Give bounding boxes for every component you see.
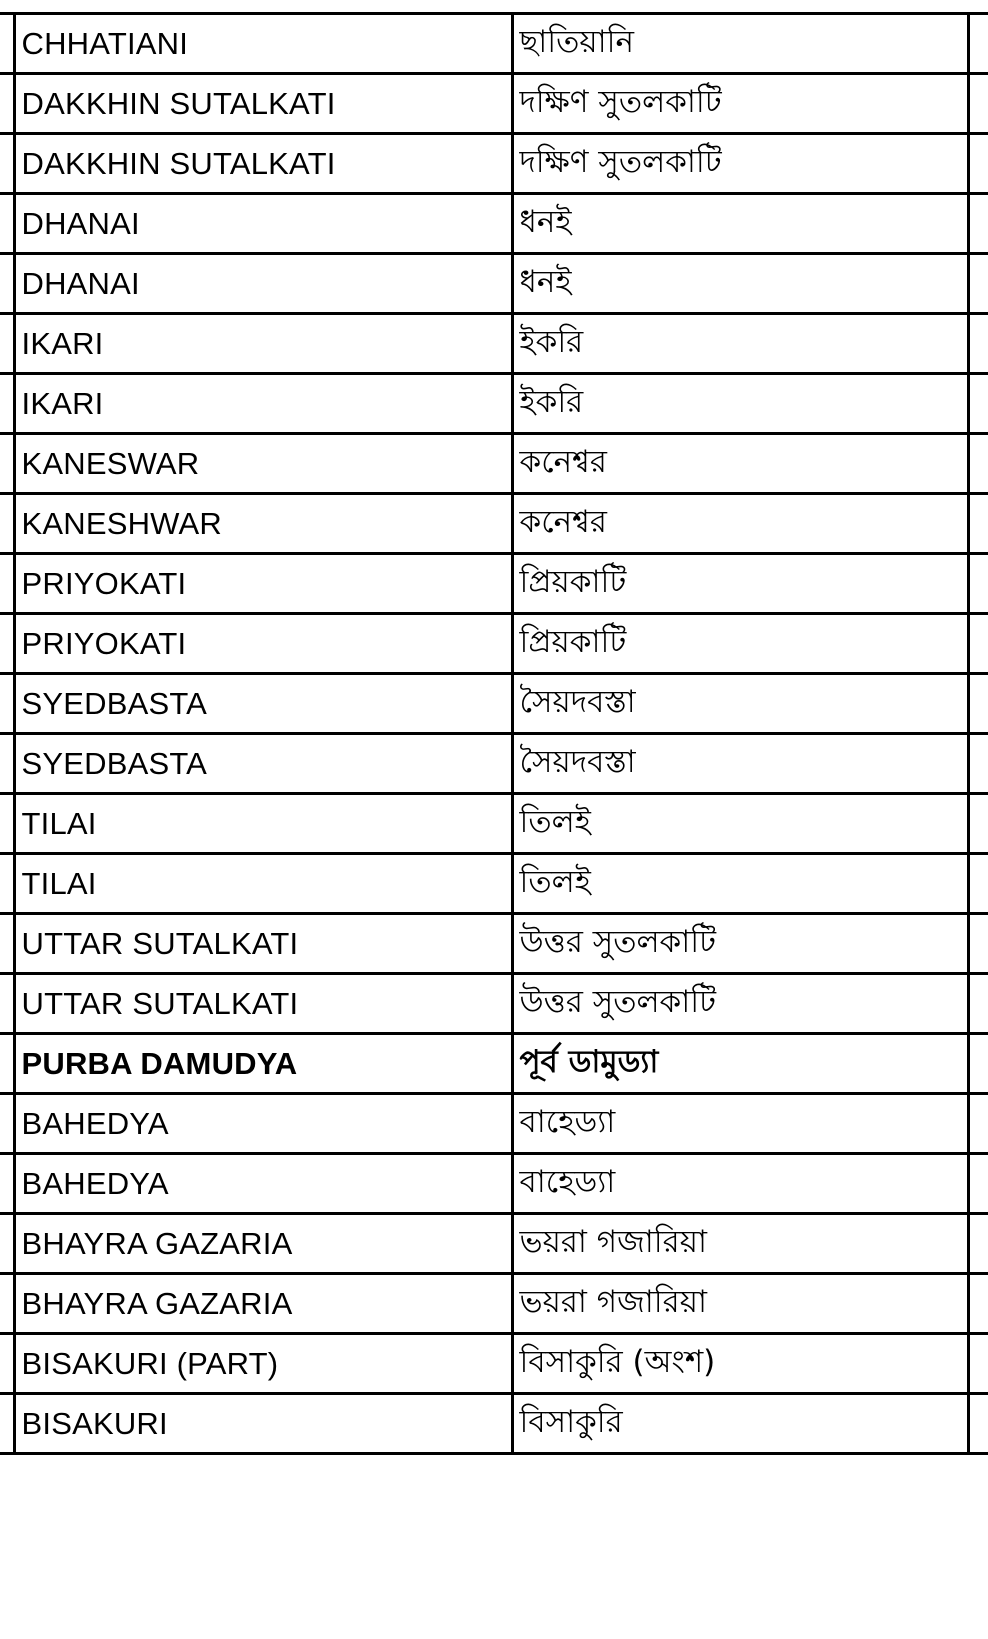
table-row <box>0 914 988 974</box>
table-row <box>0 734 988 794</box>
left-edge-cell <box>0 614 14 674</box>
table-body <box>0 14 988 1454</box>
bengali-name-cell: দক্ষিণ সুতলকাটি <box>512 74 968 134</box>
bengali-name-cell: বাহেড্যা <box>512 1154 968 1214</box>
right-edge-cell <box>968 494 988 554</box>
left-edge-cell <box>0 134 14 194</box>
english-name-cell: PRIYOKATI <box>14 554 512 614</box>
table-row <box>0 794 988 854</box>
right-edge-cell <box>968 914 988 974</box>
left-edge-cell <box>0 1274 14 1334</box>
bengali-name-cell: তিলই <box>512 854 968 914</box>
right-edge-cell <box>968 434 988 494</box>
right-edge-cell <box>968 674 988 734</box>
left-edge-cell <box>0 494 14 554</box>
table-row <box>0 434 988 494</box>
table-row <box>0 1274 988 1334</box>
table-row <box>0 614 988 674</box>
right-edge-cell <box>968 1154 988 1214</box>
left-edge-cell <box>0 734 14 794</box>
right-edge-cell <box>968 194 988 254</box>
bengali-name-cell: ভয়রা গজারিয়া <box>512 1214 968 1274</box>
left-edge-cell <box>0 374 14 434</box>
left-edge-cell <box>0 1154 14 1214</box>
left-edge-cell <box>0 14 14 74</box>
table-row-heading <box>0 1034 988 1094</box>
left-edge-cell <box>0 434 14 494</box>
right-edge-cell <box>968 74 988 134</box>
english-name-cell: BHAYRA GAZARIA <box>14 1214 512 1274</box>
left-edge-cell <box>0 1394 14 1454</box>
bengali-name-cell: তিলই <box>512 794 968 854</box>
right-edge-cell <box>968 1394 988 1454</box>
table-row <box>0 974 988 1034</box>
english-name-cell: IKARI <box>14 314 512 374</box>
bengali-name-cell: ছাতিয়ানি <box>512 14 968 74</box>
english-name-cell: BISAKURI <box>14 1394 512 1454</box>
english-name-cell: KANESHWAR <box>14 494 512 554</box>
left-edge-cell <box>0 1214 14 1274</box>
right-edge-cell <box>968 1274 988 1334</box>
english-name-cell: UTTAR SUTALKATI <box>14 974 512 1034</box>
left-edge-cell <box>0 554 14 614</box>
english-name-cell: DHANAI <box>14 194 512 254</box>
english-name-cell: BAHEDYA <box>14 1094 512 1154</box>
bengali-name-cell: ইকরি <box>512 374 968 434</box>
right-edge-cell <box>968 1094 988 1154</box>
bengali-name-cell: ধনই <box>512 194 968 254</box>
right-edge-cell <box>968 254 988 314</box>
right-edge-cell <box>968 974 988 1034</box>
right-edge-cell <box>968 734 988 794</box>
english-name-cell: BAHEDYA <box>14 1154 512 1214</box>
english-name-cell: CHHATIANI <box>14 14 512 74</box>
english-name-cell: DAKKHIN SUTALKATI <box>14 74 512 134</box>
table-row <box>0 314 988 374</box>
bengali-name-cell: সৈয়দবস্তা <box>512 734 968 794</box>
english-name-cell: TILAI <box>14 794 512 854</box>
bengali-name-cell: প্রিয়কাটি <box>512 614 968 674</box>
table-row <box>0 254 988 314</box>
english-name-cell: DAKKHIN SUTALKATI <box>14 134 512 194</box>
table-row <box>0 14 988 74</box>
right-edge-cell <box>968 134 988 194</box>
table-row <box>0 494 988 554</box>
left-edge-cell <box>0 194 14 254</box>
right-edge-cell <box>968 614 988 674</box>
table-row <box>0 1334 988 1394</box>
right-edge-cell <box>968 314 988 374</box>
left-edge-cell <box>0 674 14 734</box>
right-edge-cell <box>968 794 988 854</box>
english-name-cell: TILAI <box>14 854 512 914</box>
right-edge-cell <box>968 854 988 914</box>
right-edge-cell <box>968 554 988 614</box>
english-name-cell: BISAKURI (PART) <box>14 1334 512 1394</box>
left-edge-cell <box>0 974 14 1034</box>
table-row <box>0 194 988 254</box>
left-edge-cell <box>0 1034 14 1094</box>
bengali-name-cell: ধনই <box>512 254 968 314</box>
left-edge-cell <box>0 854 14 914</box>
table-row <box>0 74 988 134</box>
right-edge-cell <box>968 1334 988 1394</box>
english-name-cell: SYEDBASTA <box>14 674 512 734</box>
right-edge-cell <box>968 1034 988 1094</box>
left-edge-cell <box>0 794 14 854</box>
left-edge-cell <box>0 254 14 314</box>
english-name-cell: UTTAR SUTALKATI <box>14 914 512 974</box>
table-row <box>0 134 988 194</box>
bengali-name-cell: বিসাকুরি (অংশ) <box>512 1334 968 1394</box>
bengali-name-cell: দক্ষিণ সুতলকাটি <box>512 134 968 194</box>
right-edge-cell <box>968 14 988 74</box>
bengali-name-cell: সৈয়দবস্তা <box>512 674 968 734</box>
village-name-table <box>0 12 988 1455</box>
bengali-name-cell: ইকরি <box>512 314 968 374</box>
left-edge-cell <box>0 1334 14 1394</box>
bengali-name-cell: কনেশ্বর <box>512 494 968 554</box>
left-edge-cell <box>0 314 14 374</box>
table-row <box>0 374 988 434</box>
bengali-name-cell: কনেশ্বর <box>512 434 968 494</box>
bengali-name-cell: বিসাকুরি <box>512 1394 968 1454</box>
bengali-name-cell: বাহেড্যা <box>512 1094 968 1154</box>
english-name-cell: PURBA DAMUDYA <box>14 1034 512 1094</box>
english-name-cell: KANESWAR <box>14 434 512 494</box>
english-name-cell: DHANAI <box>14 254 512 314</box>
bengali-name-cell: উত্তর সুতলকাটি <box>512 914 968 974</box>
left-edge-cell <box>0 74 14 134</box>
english-name-cell: IKARI <box>14 374 512 434</box>
table-row <box>0 1394 988 1454</box>
bengali-name-cell: উত্তর সুতলকাটি <box>512 974 968 1034</box>
bengali-name-cell: পূর্ব ডামুড্যা <box>512 1034 968 1094</box>
english-name-cell: BHAYRA GAZARIA <box>14 1274 512 1334</box>
bengali-name-cell: প্রিয়কাটি <box>512 554 968 614</box>
english-name-cell: PRIYOKATI <box>14 614 512 674</box>
table-row <box>0 1154 988 1214</box>
table-row <box>0 1214 988 1274</box>
left-edge-cell <box>0 914 14 974</box>
left-edge-cell <box>0 1094 14 1154</box>
table-row <box>0 554 988 614</box>
table-row <box>0 854 988 914</box>
table-row <box>0 674 988 734</box>
right-edge-cell <box>968 1214 988 1274</box>
right-edge-cell <box>968 374 988 434</box>
table-row <box>0 1094 988 1154</box>
english-name-cell: SYEDBASTA <box>14 734 512 794</box>
bengali-name-cell: ভয়রা গজারিয়া <box>512 1274 968 1334</box>
